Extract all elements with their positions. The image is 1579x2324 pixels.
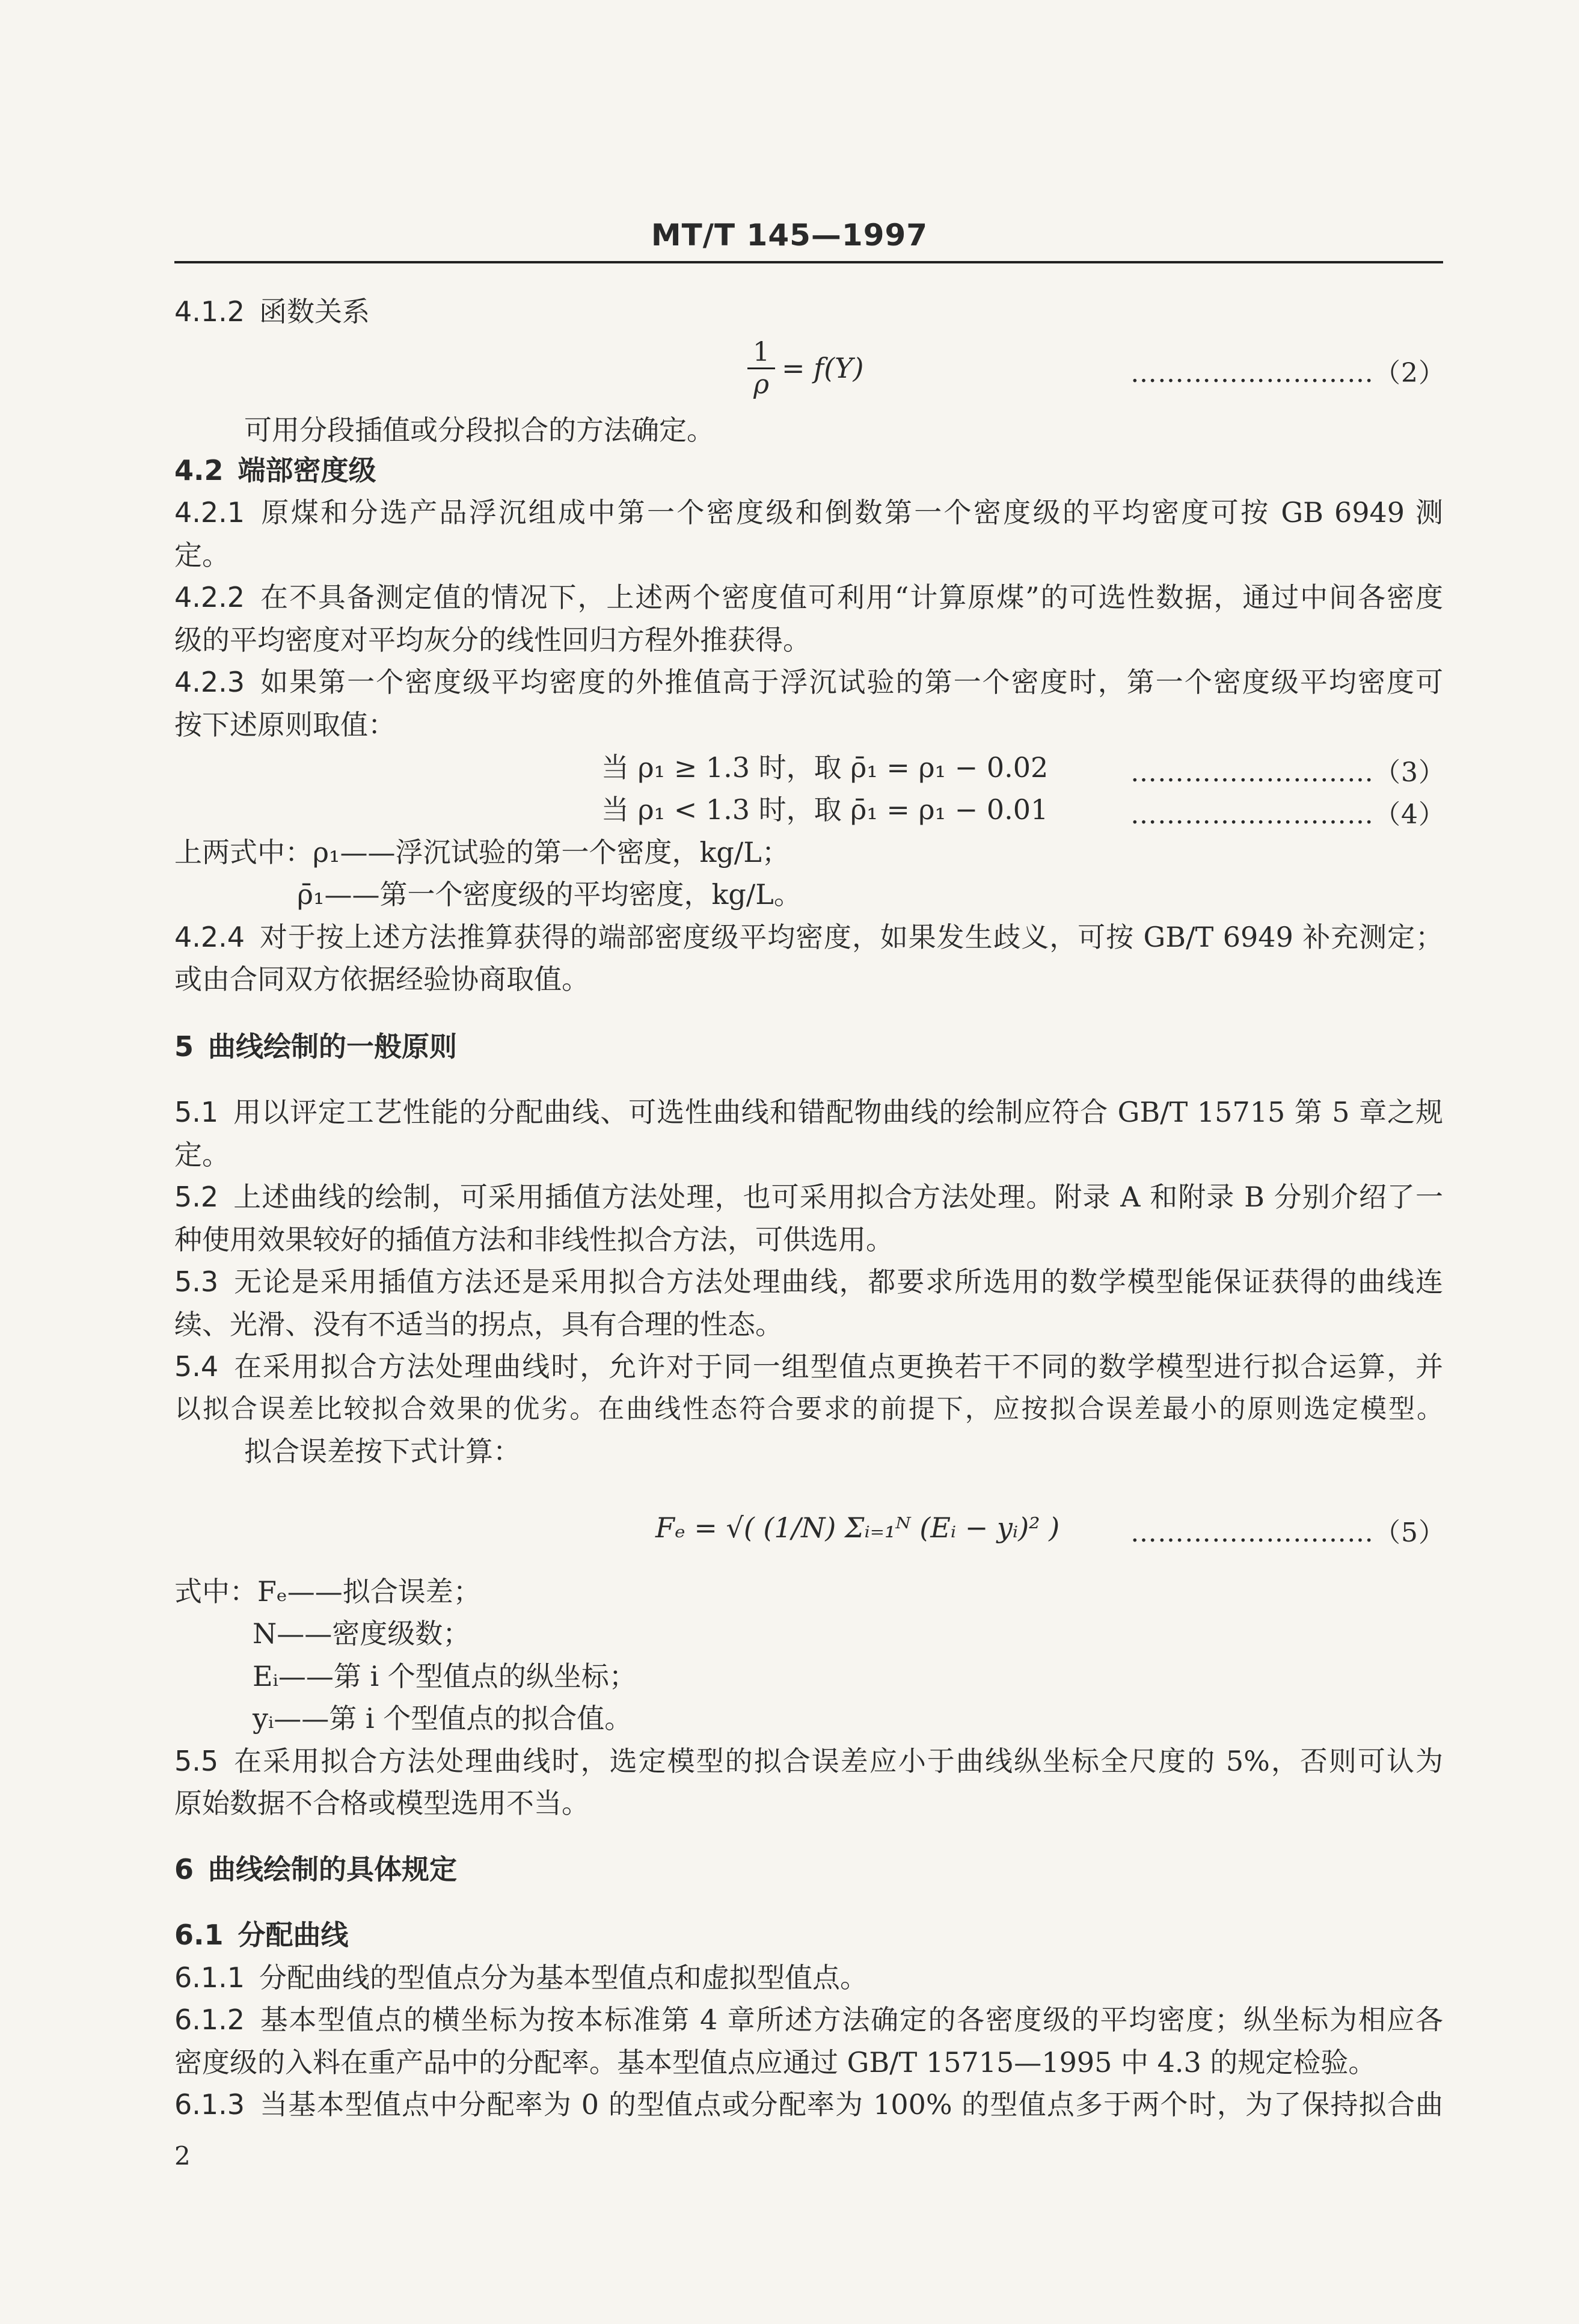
section-5-2-line1: 5.2 上述曲线的绘制，可采用插值方法处理，也可采用拟合方法处理。附录 A 和附录 B 分别介绍了一	[174, 1181, 1443, 1213]
section-5-4-line2: 以拟合误差比较拟合效果的优劣。在曲线性态符合要求的前提下，应按拟合误差最小的原则选定模型。	[174, 1394, 1443, 1424]
formula-4: 当 ρ₁ < 1.3 时，取 ρ̄₁ = ρ₁ − 0.01	[601, 793, 1049, 826]
section-4-2-4-line1: 4.2.4 对于按上述方法推算获得的端部密度级平均密度，如果发生歧义，可按 GB/T 6949 补充测定；	[174, 921, 1443, 953]
formula-5: Fₑ = √( (1/N) Σᵢ₌₁ᴺ (Eᵢ − yᵢ)² )	[655, 1511, 1060, 1544]
page-header: MT/T 145—1997	[651, 218, 928, 253]
equation-number-5: ………………………（5）	[1130, 1517, 1446, 1548]
chapter-5-heading: 5 曲线绘制的一般原则	[174, 1030, 458, 1063]
section-5-4-line1: 5.4 在采用拟合方法处理曲线时，允许对于同一组型值点更换若干不同的数学模型进行拟合运算，并	[174, 1350, 1443, 1383]
equation-number-4: ………………………（4）	[1130, 799, 1446, 830]
formula-2-fraction: 1 ρ	[743, 337, 779, 400]
section-4-2-1-line2: 定。	[174, 539, 230, 571]
section-5-4-line3: 拟合误差按下式计算：	[244, 1435, 521, 1468]
section-4-1-2-heading: 4.1.2 函数关系	[174, 295, 370, 328]
equation-number-2: ………………………（2）	[1130, 358, 1446, 389]
where-line-2: ρ̄₁——第一个密度级的平均密度，kg/L。	[297, 878, 802, 911]
equation-number-3: ………………………（3）	[1130, 757, 1446, 788]
page-number: 2	[174, 2141, 191, 2171]
section-4-2-4-line2: 或由合同双方依据经验协商取值。	[174, 963, 589, 995]
section-6-1-3-line1: 6.1.3 当基本型值点中分配率为 0 的型值点或分配率为 100% 的型值点多于两个时，为了保持拟合曲	[174, 2088, 1443, 2121]
where5-line-3: Eᵢ——第 i 个型值点的纵坐标；	[253, 1660, 637, 1692]
section-4-1-2-note: 可用分段插值或分段拟合的方法确定。	[244, 414, 714, 446]
section-4-2-1-line1: 4.2.1 原煤和分选产品浮沉组成中第一个密度级和倒数第一个密度级的平均密度可按 GB 6949 测	[174, 496, 1443, 529]
where5-line-4: yᵢ——第 i 个型值点的拟合值。	[253, 1702, 633, 1735]
chapter-6-heading: 6 曲线绘制的具体规定	[174, 1853, 458, 1886]
section-4-2-heading: 4.2 端部密度级	[174, 454, 376, 487]
section-5-1-line2: 定。	[174, 1139, 230, 1171]
section-4-2-3-line1: 4.2.3 如果第一个密度级平均密度的外推值高于浮沉试验的第一个密度时，第一个密度级平均密度可	[174, 666, 1443, 698]
where5-line-1: 式中：Fₑ——拟合误差；	[174, 1575, 481, 1608]
section-6-1-2-line1: 6.1.2 基本型值点的横坐标为按本标准第 4 章所述方法确定的各密度级的平均密度；纵坐标为相应各	[174, 2003, 1443, 2036]
section-4-2-3-line2: 按下述原则取值：	[174, 709, 396, 741]
where-line-1: 上两式中：ρ₁——浮沉试验的第一个密度，kg/L；	[174, 836, 790, 868]
where5-line-2: N——密度级数；	[253, 1617, 471, 1650]
section-6-1-2-line2: 密度级的入料在重产品中的分配率。基本型值点应通过 GB/T 15715—1995 中 4.3 的规定检验。	[174, 2046, 1376, 2079]
section-5-3-line2: 续、光滑、没有不适当的拐点，具有合理的性态。	[174, 1308, 783, 1341]
header-rule	[174, 261, 1443, 263]
section-5-2-line2: 种使用效果较好的插值方法和非线性拟合方法，可供选用。	[174, 1223, 894, 1256]
section-5-1-line1: 5.1 用以评定工艺性能的分配曲线、可选性曲线和错配物曲线的绘制应符合 GB/T 15715 第 5 章之规	[174, 1096, 1443, 1128]
section-5-5-line1: 5.5 在采用拟合方法处理曲线时，选定模型的拟合误差应小于曲线纵坐标全尺度的 5%，否则可认为	[174, 1745, 1443, 1777]
section-6-1-heading: 6.1 分配曲线	[174, 1919, 349, 1951]
section-6-1-1: 6.1.1 分配曲线的型值点分为基本型值点和虚拟型值点。	[174, 1961, 868, 1994]
section-5-3-line1: 5.3 无论是采用插值方法还是采用拟合方法处理曲线，都要求所选用的数学模型能保证获得的曲线连	[174, 1265, 1443, 1298]
formula-2-rhs: = f(Y)	[782, 352, 864, 384]
section-4-2-2-line1: 4.2.2 在不具备测定值的情况下，上述两个密度值可利用“计算原煤”的可选性数据，通过中间各密度	[174, 581, 1443, 613]
section-4-2-2-line2: 级的平均密度对平均灰分的线性回归方程外推获得。	[174, 624, 811, 656]
formula-3: 当 ρ₁ ≥ 1.3 时，取 ρ̄₁ = ρ₁ − 0.02	[601, 751, 1049, 784]
section-5-5-line2: 原始数据不合格或模型选用不当。	[174, 1787, 589, 1819]
